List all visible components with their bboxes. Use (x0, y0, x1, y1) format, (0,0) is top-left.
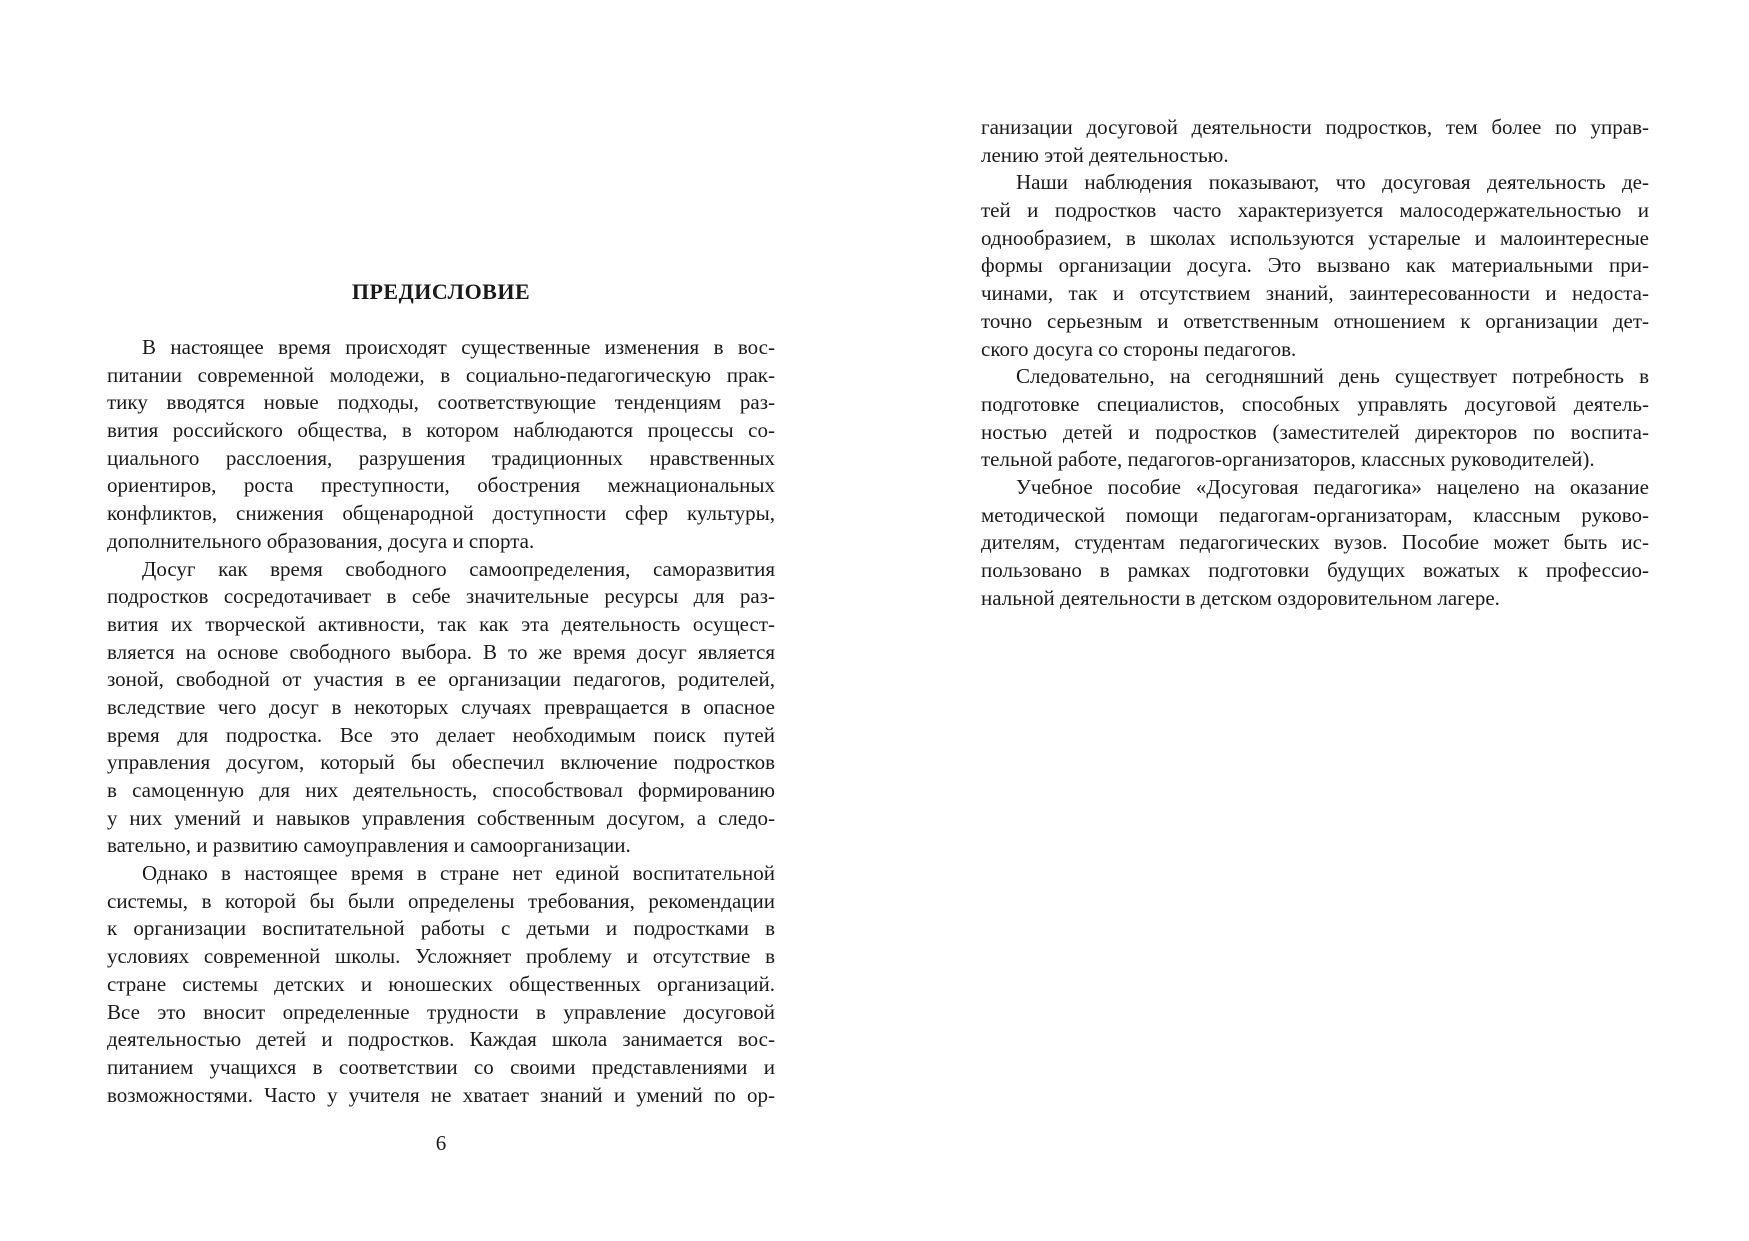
text-line: условиях современной школы. Усложняет проблему и отсутствие в (107, 944, 775, 969)
right-page-text (981, 114, 1649, 612)
right-page (874, 0, 1749, 1241)
text-line: ориентиров, роста преступности, обострения межнациональных (107, 473, 775, 498)
text-line: методической помощи педагогам-организаторам, классным руково- (981, 502, 1649, 527)
text-line: Все это вносит определенные трудности в управление досуговой (107, 999, 775, 1024)
text-line: ского досуга со стороны педагогов. (981, 336, 1297, 361)
text-line: конфликтов, снижения общенародной доступности сфер культуры, (107, 501, 775, 526)
text-line: вательно, и развитию самоуправления и самоорганизации. (107, 833, 631, 858)
text-line: формы организации досуга. Это вызвано как материальными при- (981, 253, 1649, 278)
text-line: однообразием, в школах используются устарелые и малоинтересные (981, 225, 1649, 250)
text-line: ностью детей и подростков (заместителей директоров по воспита- (981, 419, 1649, 444)
text-line: тельной работе, педагогов-организаторов, классных руководителей). (981, 447, 1595, 472)
text-line: Наши наблюдения показывают, что досуговая деятельность де- (1016, 170, 1649, 195)
text-line: возможностями. Часто у учителя не хватает знаний и умений по ор- (107, 1082, 775, 1107)
text-line: вития российского общества, в котором наблюдаются процессы со- (107, 418, 775, 443)
text-line: вляется на основе свободного выбора. В то же время досуг является (107, 639, 775, 664)
text-line: Однако в настоящее время в стране нет единой воспитательной (142, 861, 775, 886)
page-number: 6 (435, 1131, 447, 1155)
text-line: подростков сосредотачивает в себе значительные ресурсы для раз- (107, 584, 775, 609)
text-line: в самоценную для них деятельность, способствовал формированию (107, 778, 775, 802)
text-line: лению этой деятельностью. (981, 142, 1229, 167)
text-line: дителям, студентам педагогических вузов. Пособие может быть ис- (981, 530, 1649, 555)
text-line: зоной, свободной от участия в ее организации педагогов, родителей, (107, 667, 775, 692)
text-line: Следовательно, на сегодняшний день существует потребность в (1016, 364, 1649, 389)
text-line: деятельностью детей и подростков. Каждая школа занимается вос- (107, 1027, 775, 1052)
text-line: чинами, так и отсутствием знаний, заинтересованности и недоста- (981, 281, 1649, 306)
text-line: системы, в которой бы были определены требования, рекомендации (107, 888, 775, 913)
text-line: тику вводятся новые подходы, соответствующие тенденциям раз- (107, 390, 775, 415)
text-line: к организации воспитательной работы с детьми и подростками в (107, 916, 775, 941)
text-line: вследствие чего досуг в некоторых случаях превращается в опасное (107, 694, 775, 719)
text-line: время для подростка. Все это делает необходимым поиск путей (107, 722, 775, 747)
text-line: питании современной молодежи, в социально-педагогическую прак- (107, 362, 775, 387)
text-line: циального расслоения, разрушения традиционных нравственных (107, 445, 775, 470)
left-page-text (107, 334, 775, 1109)
page-title: ПРЕДИСЛОВИЕ (351, 279, 531, 304)
text-line: ганизации досуговой деятельности подростков, тем более по управ- (981, 115, 1649, 139)
text-line: питанием учащихся в соответствии со своими представлениями и (107, 1054, 775, 1079)
text-line: В настоящее время происходят существенные изменения в вос- (142, 335, 775, 359)
text-line: стране системы детских и юношеских общественных организаций. (107, 971, 775, 996)
text-line: Учебное пособие «Досуговая педагогика» нацелено на оказание (1016, 474, 1649, 499)
text-line: дополнительного образования, досуга и спорта. (107, 528, 535, 553)
text-line: тей и подростков часто характеризуется малосодержательностью и (981, 198, 1649, 223)
text-line: у них умений и навыков управления собственным досугом, а следо- (107, 805, 775, 830)
text-line: точно серьезным и ответственным отношением к организации дет- (981, 308, 1649, 333)
left-page (0, 0, 874, 1241)
text-line: нальной деятельности в детском оздоровительном лагере. (981, 585, 1500, 610)
text-line: пользовано в рамках подготовки будущих вожатых к профессио- (981, 558, 1649, 582)
text-line: вития их творческой активности, так как эта деятельность осущест- (107, 611, 775, 636)
text-line: Досуг как время свободного самоопределения, саморазвития (142, 556, 775, 581)
text-line: подготовке специалистов, способных управлять досуговой деятель- (981, 391, 1649, 416)
text-line: управления досугом, который бы обеспечил включение подростков (107, 750, 775, 775)
